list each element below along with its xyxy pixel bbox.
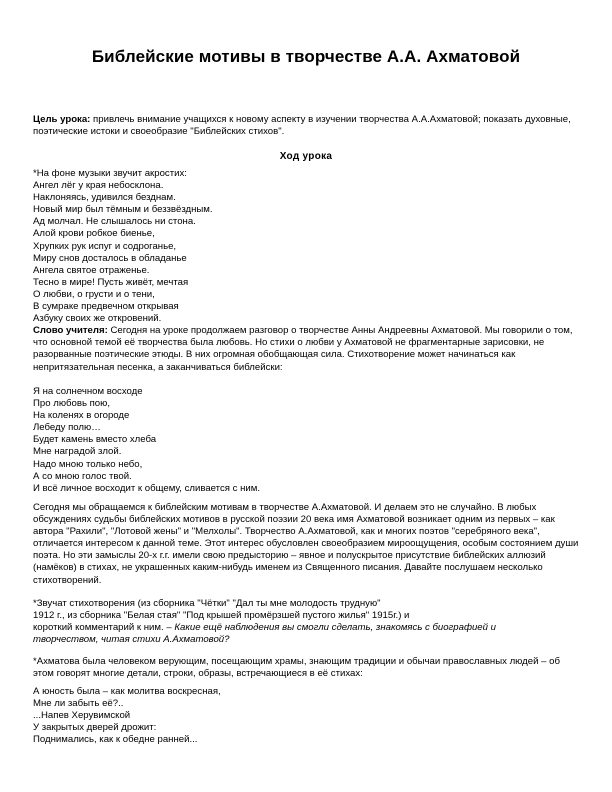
acrostic-block <box>33 168 581 374</box>
acrostic-line: Хрупких рук испуг и содроганье, <box>33 240 177 252</box>
acrostic-line: Новый мир был тёмным и беззвёздным. <box>33 204 213 216</box>
paragraph-3-line: *Звучат стихотворения (из сборника "Чётки" "Дал ты мне молодость трудную" <box>33 598 381 609</box>
poem-line: Будет камень вместо хлеба <box>33 434 157 446</box>
lesson-heading: Ход урока <box>279 151 333 162</box>
paragraph-3-question: творчеством, читая стихи А.Ахматовой? <box>33 634 230 646</box>
teacher-paragraph <box>33 325 581 373</box>
acrostic-line: Алой крови робкое биенье, <box>33 228 155 240</box>
acrostic-line: О любви, о грусти и о тени, <box>33 288 155 300</box>
acrostic-intro: *На фоне музыки звучит акростих: <box>33 168 187 179</box>
paragraph-2 <box>33 502 581 587</box>
paragraph-4 <box>33 656 581 680</box>
paragraph-3-line: 1912 г., из сборника "Белая стая" "Под крышей промёрзшей пустого жилья" 1915г.) и <box>33 610 410 622</box>
acrostic-line: Ад молчал. Не слышалось ни стона. <box>33 216 196 228</box>
paragraph-3-plain: короткий комментарий к ним. – <box>33 622 175 634</box>
paragraph-4-text: *Ахматова была человеком верующим, посещающим храмы, знающим традиции и обычаи православных людей – об этом говорят многие детали, строки, образы, встречающиеся в её стихах: <box>33 656 560 680</box>
goal-text: привлечь внимание учащихся к новому аспекту в изучении творчества А.А.Ахматовой; показать духовные, поэтические истоки и своеобразие "Библейских стихов". <box>33 114 571 138</box>
acrostic-line: Азбуку своих же откровений. <box>33 313 162 325</box>
acrostic-line: Ангела святое отраженье. <box>33 264 150 276</box>
acrostic-line: Ангел лёг у края небосклона. <box>33 180 164 192</box>
poem-1 <box>33 386 581 495</box>
paragraph-3-question: Какие ещё наблюдения вы смогли сделать, знакомясь с биографией и <box>174 622 496 634</box>
poem-line: И всё личное восходит к общему, сливается с ним. <box>33 482 260 494</box>
acrostic-line: Тесно в мире! Пусть живёт, мечтая <box>33 276 189 288</box>
paragraph-3-line <box>33 622 581 634</box>
goal-paragraph <box>33 114 581 138</box>
poem-line: Поднимались, как к обедне ранней... <box>33 734 198 746</box>
paragraph-3 <box>33 598 581 646</box>
poem-line: А со мною голос твой. <box>33 470 132 482</box>
poem-2 <box>33 686 581 746</box>
document-title: Библейские мотивы в творчестве А.А. Ахматовой <box>91 47 521 66</box>
poem-line: У закрытых дверей дрожит: <box>33 722 157 734</box>
teacher-text: Сегодня на уроке продолжаем разговор о творчестве Анны Андреевны Ахматовой. Мы говорили о том, что основной темой её творчества была любовь. Но стихи о любви у Ахматовой не фрагментарные зарисовки, не разорванные поэтические этюды. В них огромная обобщающая сила. Стихотворение может начинаться как непритязательная песенка, а заканчиваться библейски: <box>33 325 573 373</box>
poem-line: Мне ли забыть её?.. <box>33 698 124 710</box>
poem-line: На коленях в огороде <box>33 410 130 422</box>
poem-line: Лебеду полю… <box>33 422 101 434</box>
acrostic-line: Миру снов досталось в обладанье <box>33 252 187 264</box>
poem-line: Я на солнечном восходе <box>33 386 143 397</box>
poem-line: Про любовь пою, <box>33 398 111 410</box>
acrostic-line: В сумраке предвечном открывая <box>33 301 179 313</box>
poem-line: Мне наградой злой. <box>33 446 122 458</box>
acrostic-line: Наклоняясь, удивился безднам. <box>33 192 176 204</box>
poem-line: А юность была – как молитва воскресная, <box>33 686 221 697</box>
goal-label: Цель урока: <box>33 114 91 125</box>
teacher-label: Слово учителя: <box>33 325 108 337</box>
paragraph-2-text: Сегодня мы обращаемся к библейским мотивам в творчестве А.Ахматовой. И делаем это не случайно. В любых обсуждениях судьбы библейских мотивов в русской поэзии 20 века имя Ахматовой возникает одним из первых – как автора "Рахили", "Лотовой жены" и "Мелхолы". Творчество А.Ахматовой, как и многих поэтов "серебряного века", отличается интересом к данной теме. Этот интерес обусловлен своеобразием мироощущения, особым состоянием души поэта. Но эти замыслы 20-х г.г. имели свою предысторию – явное и полускрытое присутствие библейских аллюзий (намёков) в стихах, не украшенных каким-нибудь именем из Священного писания. Давайте послушаем несколько стихотворений. <box>33 502 579 586</box>
poem-line: Надо мною только небо, <box>33 458 143 470</box>
poem-line: ...Напев Херувимской <box>33 710 131 722</box>
